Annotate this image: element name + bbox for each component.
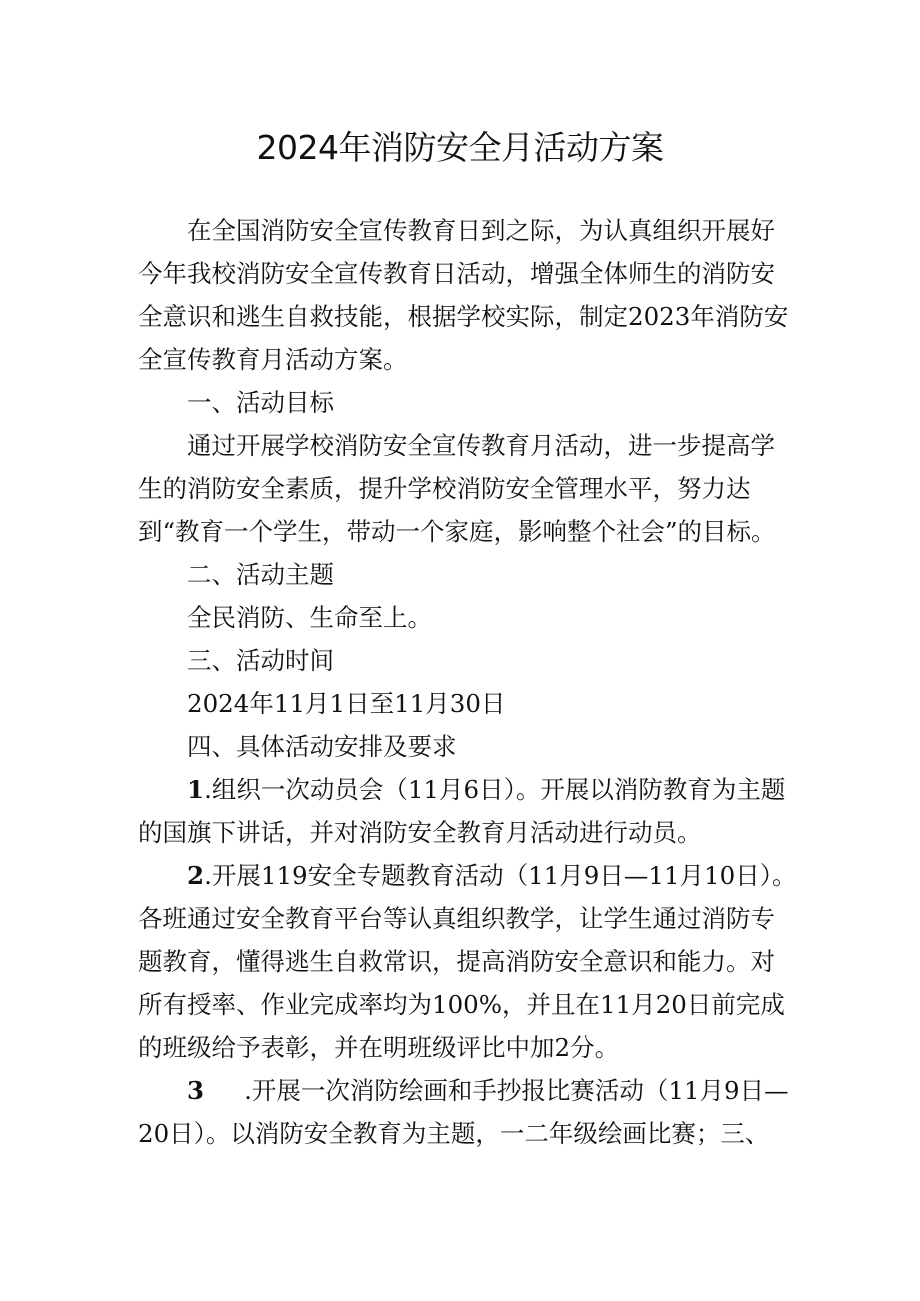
item-number: 2	[187, 861, 205, 890]
intro-paragraph: 在全国消防安全宣传教育日到之际，为认真组织开展好今年我校消防安全宣传教育日活动，增强全体师生的消防安全意识和逃生自救技能，根据学校实际，制定2023年消防安全宣传教育月活动方案。	[138, 216, 789, 374]
item-number: 1	[187, 775, 205, 804]
document-body	[138, 209, 798, 1155]
section-heading-goal: 一、活动目标	[187, 388, 334, 417]
item-text: .组织一次动员会（11月6日）。开展以消防教育为主题的国旗下讲话，并对消防安全教育月活动进行动员。	[138, 775, 786, 847]
section-heading-time: 三、活动时间	[187, 646, 334, 675]
item-number: 3	[187, 1076, 205, 1105]
list-item	[138, 1069, 798, 1155]
section-heading-arrangements: 四、具体活动安排及要求	[187, 732, 457, 761]
section-body-theme: 全民消防、生命至上。	[187, 603, 432, 632]
list-item	[138, 768, 798, 854]
section-body-goal: 通过开展学校消防安全宣传教育月活动，进一步提高学生的消防安全素质，提升学校消防安全管理水平，努力达到“教育一个学生，带动一个家庭，影响整个社会”的目标。	[138, 431, 776, 546]
item-text: .开展119安全专题教育活动（11月9日—11月10日）。各班通过安全教育平台等认真组织教学，让学生通过消防专题教育，懂得逃生自救常识，提高消防安全意识和能力。对所有授率、作业完成率均为100%，并且在11月20日前完成的班级给予表彰，并在明班级评比中加2分。	[138, 861, 797, 1062]
list-item	[138, 854, 798, 1069]
section-body-time: 2024年11月1日至11月30日	[187, 689, 506, 718]
document-title: 2024年消防安全月活动方案	[256, 128, 664, 167]
section-heading-theme: 二、活动主题	[187, 560, 334, 589]
item-text: .开展一次消防绘画和手抄报比赛活动（11月9日—20日）。以消防安全教育为主题，一二年级绘画比赛；三、	[138, 1076, 789, 1148]
